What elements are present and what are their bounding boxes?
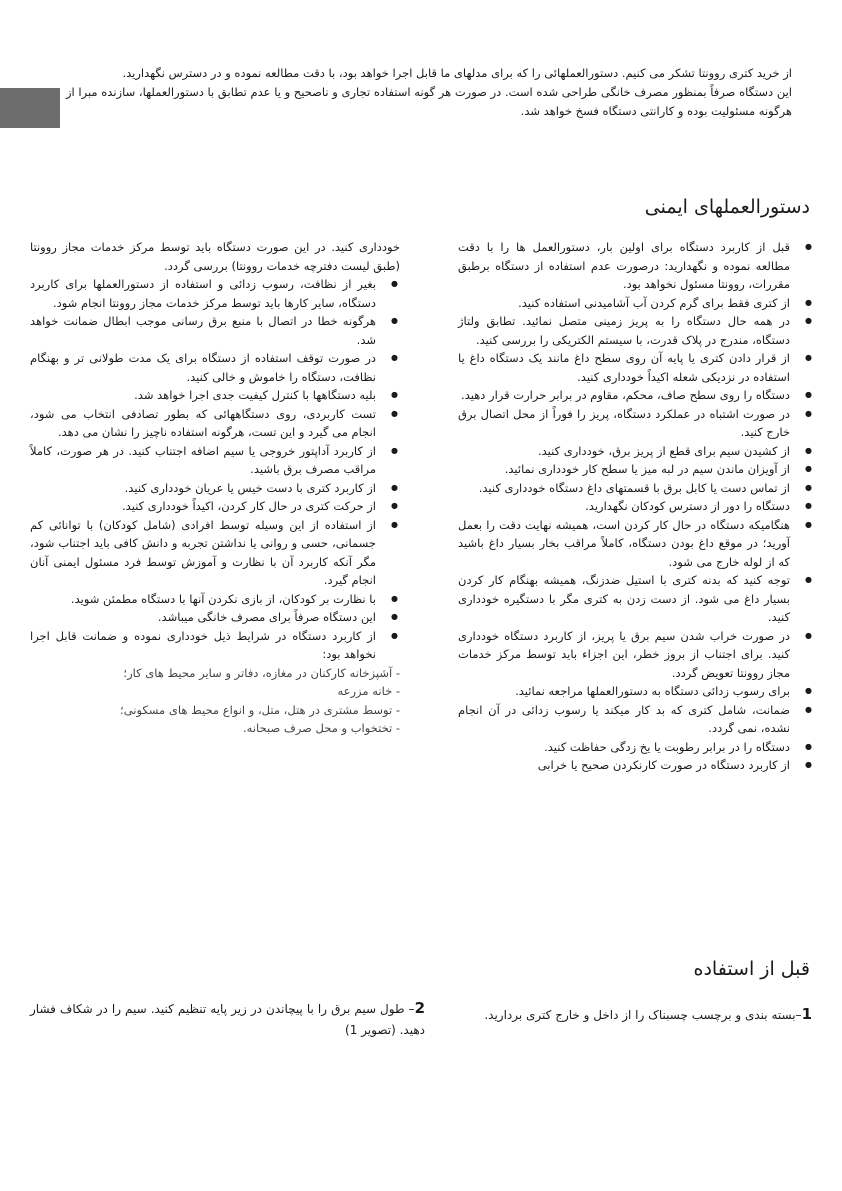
safety-list-item: ● بغیر از نظافت، رسوب زدائی و استفاده از دستورالعملها برای کاربرد دستگاه، سایر کارها باید توسط مرکز خدمات مجاز روونتا انجام شود. xyxy=(30,275,400,312)
safety-list-item: ● از قرار دادن کتری یا پایه آن روی سطح داغ مانند یک دستگاه داغ یا استفاده در نزدیکی شعله اکیداً خودداری کنید. xyxy=(458,349,814,386)
safety-list-item: ● دستگاه را روی سطح صاف، محکم، مقاوم در برابر حرارت قرار دهید. xyxy=(458,386,814,405)
safety-list-item: ● از کاربرد آداپتور خروجی یا سیم اضافه اجتناب کنید. در هر صورت، کاملاً مراقب مصرف برق باشید. xyxy=(30,442,400,479)
safety-heading: دستورالعملهای ایمنی xyxy=(644,196,810,218)
safety-list-item: ● از کاربرد کتری با دست خیس یا عریان خودداری کنید. xyxy=(30,479,400,498)
safety-list-item: ● این دستگاه صرفاً برای مصرف خانگی میباشد. xyxy=(30,608,400,627)
safety-list-item: ● ضمانت، شامل کتری که بد کار میکند یا رسوب زدائی در آن انجام نشده، نمی گردد. xyxy=(458,701,814,738)
safety-list-item: ● برای رسوب زدائی دستگاه به دستورالعملها مراجعه نمائید. xyxy=(458,682,814,701)
safety-list-item: ● از استفاده از این وسیله توسط افرادی (شامل کودکان) با توانائی کم جسمانی، حسی و روانی یا نداشتن تجربه و دانش کافی باید اجتناب شود، مگر آنکه کاربرد آن با نظارت و آموزش توسط فرد مسئول ایمنی آنان انجام گیرد. xyxy=(30,516,400,590)
step-1-text: –بسته بندی و برچسب چسبناک را از داخل و خارج کتری بردارید. xyxy=(484,1008,802,1022)
page-side-tab xyxy=(0,88,60,128)
intro-paragraph-thanks: از خرید کتری روونتا تشکر می کنیم. دستورالعملهائی را که برای مدلهای ما قابل اجرا خواهد بود، با دقت مطالعه نموده و در دسترس نگهدارید. xyxy=(122,66,792,80)
before-use-heading: قبل از استفاده xyxy=(693,958,810,980)
safety-list-item: ● از کاربرد دستگاه در صورت کارنکردن صحیح یا خرابی xyxy=(458,756,814,775)
exclusion-item: - آشپزخانه کارکنان در مغازه، دفاتر و سایر محیط های کار؛ xyxy=(123,665,400,680)
safety-list-item: ● از آویزان ماندن سیم در لبه میز یا سطح کار خودداری نمائید. xyxy=(458,460,814,479)
safety-list-item: ● با نظارت بر کودکان، از بازی نکردن آنها با دستگاه مطمئن شوید. xyxy=(30,590,400,609)
exclusion-item: - خانه مزرعه xyxy=(337,684,400,698)
step-1-number: 1 xyxy=(801,1005,812,1023)
exclusion-item: - توسط مشتری در هتل، متل، و انواع محیط های مسکونی؛ xyxy=(120,702,400,717)
step-2-text: – طول سیم برق را با پیچاندن در زیر پایه تنظیم کنید. سیم را در شکاف فشار دهید. (تصویر 1) xyxy=(30,1002,425,1037)
safety-list-item: ● هرگونه خطا در اتصال با منبع برق رسانی موجب ابطال ضمانت خواهد شد. xyxy=(30,312,400,349)
safety-list-item: ● از کاربرد دستگاه در شرایط ذیل خودداری نموده و ضمانت قابل اجرا نخواهد بود: xyxy=(30,627,400,664)
exclusion-item: - تختخواب و محل صرف صبحانه. xyxy=(243,721,400,735)
intro-paragraph-household: این دستگاه صرفاً بمنظور مصرف خانگی طراحی شده است. در صورت هر گونه استفاده تجاری و ناصحیح و یا عدم تطابق با دستورالعملها، سازنده مبرا از هرگونه مسئولیت بوده و کارانتی دستگاه فسخ خواهد شد. xyxy=(66,85,792,118)
safety-list-item: ● از حرکت کتری در حال کار کردن، اکیداً خودداری کنید. xyxy=(30,497,400,516)
safety-list-item: ● در صورت توقف استفاده از دستگاه برای یک مدت طولانی تر و بهنگام نظافت، دستگاه را خاموش و خالی کنید. xyxy=(30,349,400,386)
safety-list-item: ● دستگاه را در برابر رطوبت یا یخ زدگی حفاظت کنید. xyxy=(458,738,814,757)
safety-list-item: ● تست کاربردی، روی دستگاههائی که بطور تصادفی انتخاب می شود، انجام می گیرد و این تست، هرگونه استفاده ناچیز را نشان می دهد. xyxy=(30,405,400,442)
safety-list-item: ● در صورت خراب شدن سیم برق یا پریز، از کاربرد دستگاه خودداری کنید. برای اجتناب از بروز خطر، این اجزاء باید توسط مرکز خدمات مجاز روونتا تعویض گردد. xyxy=(458,627,814,683)
safety-list-item: ● از کتری فقط برای گرم کردن آب آشامیدنی استفاده کنید. xyxy=(458,294,814,313)
safety-list-item: ● دستگاه را دور از دسترس کودکان نگهدارید. xyxy=(458,497,814,516)
safety-list-item: ● در صورت اشتباه در عملکرد دستگاه، پریز را فوراً از محل اتصال برق خارج کنید. xyxy=(458,405,814,442)
safety-list-left xyxy=(30,275,400,664)
safety-list-item: ● قبل از کاربرد دستگاه برای اولین بار، دستورالعمل ها را با دقت مطالعه نموده و نگهدارید: درصورت عدم استفاده از دستگاه برطبق مقررات، روونتا مسئول نخواهد بود. xyxy=(458,238,814,294)
safety-column-right xyxy=(458,238,814,775)
intro-section xyxy=(66,64,792,121)
safety-list-item: ● توجه کنید که بدنه کتری با استیل ضدزنگ، همیشه بهنگام کار کردن بسیار داغ می شود. از دست زدن به کتری مگر با دستگیره خودداری کنید. xyxy=(458,571,814,627)
step-1 xyxy=(467,1004,812,1026)
safety-list-item: ● از تماس دست یا کابل برق با قسمتهای داغ دستگاه خودداری کنید. xyxy=(458,479,814,498)
usage-exclusion-list xyxy=(30,664,400,738)
safety-continuation: خودداری کنید. در این صورت دستگاه باید توسط مرکز خدمات مجاز روونتا (طبق لیست دفترچه خدمات روونتا) بررسی گردد. xyxy=(30,240,400,273)
safety-list-item: ● از کشیدن سیم برای قطع از پریز برق، خودداری کنید. xyxy=(458,442,814,461)
safety-list-right xyxy=(458,238,814,775)
safety-list-item: ● در همه حال دستگاه را به پریز زمینی متصل نمائید. تطابق ولتاژ دستگاه، مندرج در پلاک قدرت، با سیستم الکتریکی را بررسی کنید. xyxy=(458,312,814,349)
safety-column-left xyxy=(30,238,400,738)
safety-list-item: ● هنگامیکه دستگاه در حال کار کردن است، همیشه نهایت دقت را بعمل آورید؛ در موقع داغ بودن دستگاه، کاملاً مراقب بخار بسیار داغ باشید که از لوله خارج می شود. xyxy=(458,516,814,572)
step-2 xyxy=(30,998,425,1041)
step-2-number: 2 xyxy=(414,999,425,1017)
safety-list-item: ● بلیه دستگاهها با کنترل کیفیت جدی اجرا خواهد شد. xyxy=(30,386,400,405)
